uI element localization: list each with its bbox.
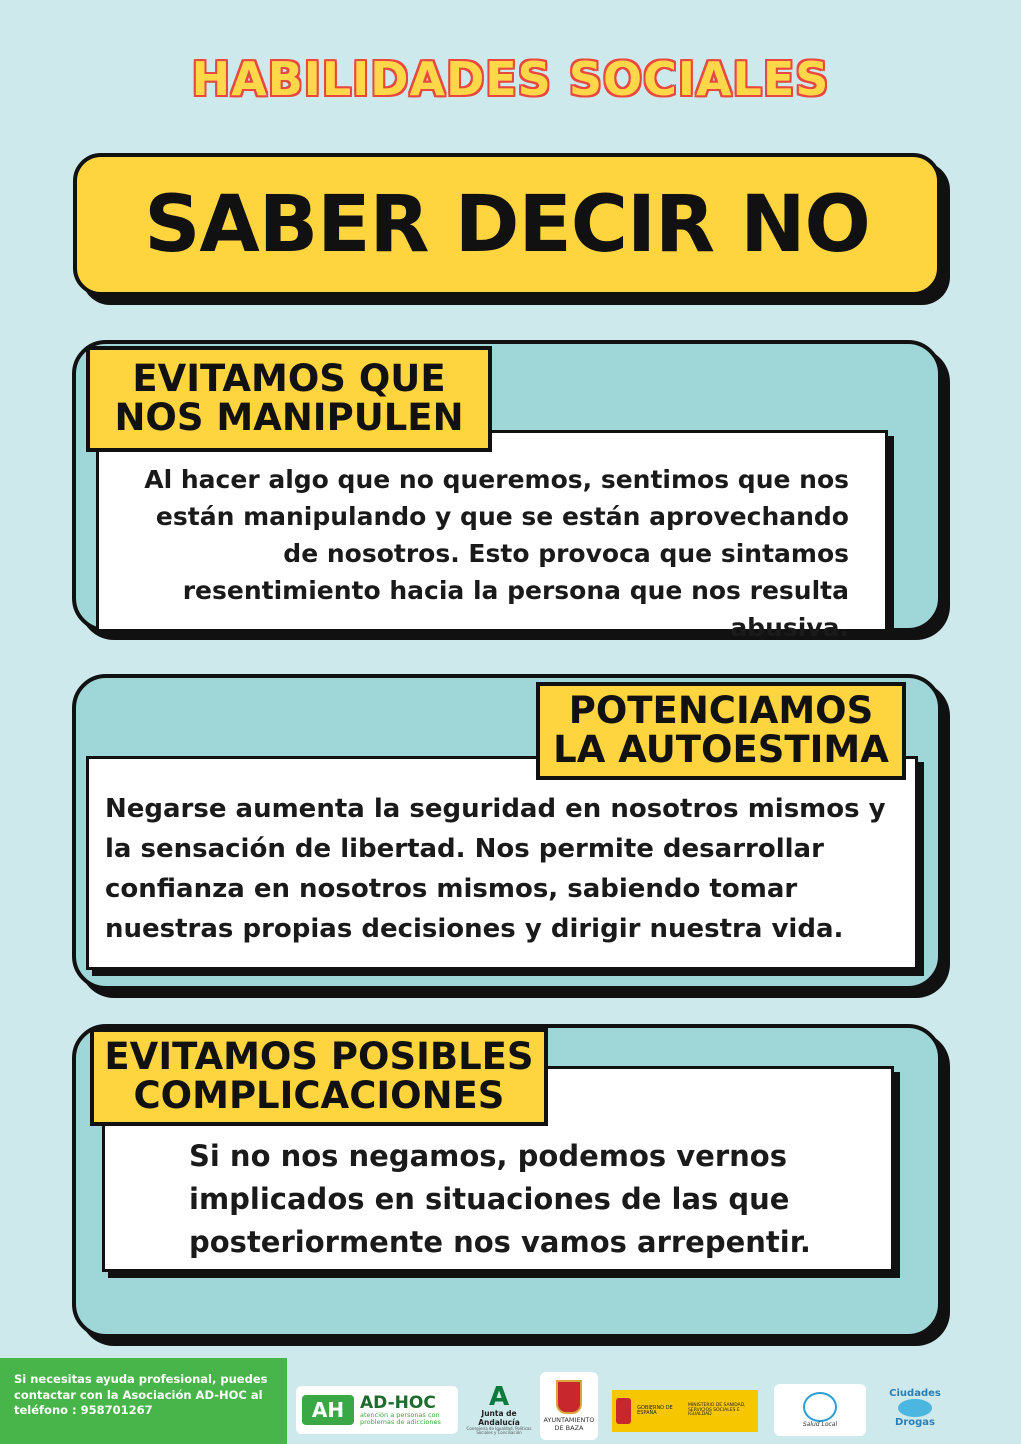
junta-name: Junta de Andalucía (478, 1409, 520, 1427)
section-label-3 (90, 1028, 548, 1126)
ciudades-drogas-logo (876, 1378, 954, 1438)
section-label-3-line1: EVITAMOS POSIBLES (104, 1035, 534, 1079)
section-label-2 (536, 682, 906, 780)
help-contact-box (0, 1358, 287, 1444)
junta-a-icon: A (488, 1382, 510, 1413)
section-text-1: Al hacer algo que no queremos, sentimos que nos están manipulando y que se están aprovechando de nosotros. Esto provoca que sintamos resentimiento hacia la persona que nos resulta abusiva. (144, 465, 849, 642)
section-label-3-line2: COMPLICACIONES (133, 1074, 505, 1117)
ayuntamiento-baza-logo (540, 1372, 598, 1440)
gobierno-espana-logo (612, 1390, 758, 1432)
ciudades-line1: Ciudades (889, 1388, 941, 1399)
adhoc-tagline: atención a personas con problemas de adicciones (360, 1411, 441, 1427)
spain-crest-icon (616, 1398, 631, 1424)
section-label-2-line1: POTENCIAMOS (568, 689, 874, 733)
ciudades-globe-icon (898, 1399, 932, 1417)
help-contact-text: Si necesitas ayuda profesional, puedes contactar con la Asociación AD-HOC al teléfono : 958701267 (14, 1372, 268, 1418)
ministerio-name: MINISTERIO DE SANIDAD, SERVICIOS SOCIALES E IGUALDAD (688, 1402, 746, 1418)
section-label-1 (86, 346, 492, 452)
section-label-1-line2: NOS MANIPULEN (114, 396, 464, 439)
junta-andalucia-logo (464, 1382, 534, 1438)
section-body-1 (96, 430, 888, 642)
adhoc-logo (296, 1386, 458, 1434)
gobierno-name: GOBIERNO DE ESPAÑA (637, 1404, 673, 1416)
baza-name: AYUNTAMIENTO DE BAZA (543, 1416, 595, 1432)
section-label-1-line1: EVITAMOS QUE (132, 357, 446, 401)
section-label-2-line2: LA AUTOESTIMA (553, 728, 889, 771)
salud-local-logo (774, 1384, 866, 1436)
junta-sub: Consejería de Igualdad, Políticas Sociales y Conciliación (466, 1425, 532, 1436)
poster-subtitle: HABILIDADES SOCIALES (191, 52, 830, 106)
poster-title: SABER DECIR NO (73, 153, 941, 296)
salud-name: Salud Local (802, 1420, 838, 1428)
ciudades-line2: Drogas (895, 1417, 935, 1428)
section-text-3: Si no nos negamos, podemos vernos implicados en situaciones de las que posteriormente nos vamos arrepentir. (189, 1139, 811, 1259)
baza-shield-icon (556, 1380, 582, 1414)
adhoc-mark-icon: AH (302, 1395, 354, 1425)
adhoc-name: AD-HOC (360, 1392, 436, 1413)
section-body-2 (86, 756, 918, 970)
section-text-2: Negarse aumenta la seguridad en nosotros mismos y la sensación de libertad. Nos permite desarrollar confianza en nosotros mismos, sabiendo tomar nuestras propias decisiones y dirigir nuestra vida. (105, 794, 886, 944)
salud-figure-icon (803, 1392, 837, 1422)
